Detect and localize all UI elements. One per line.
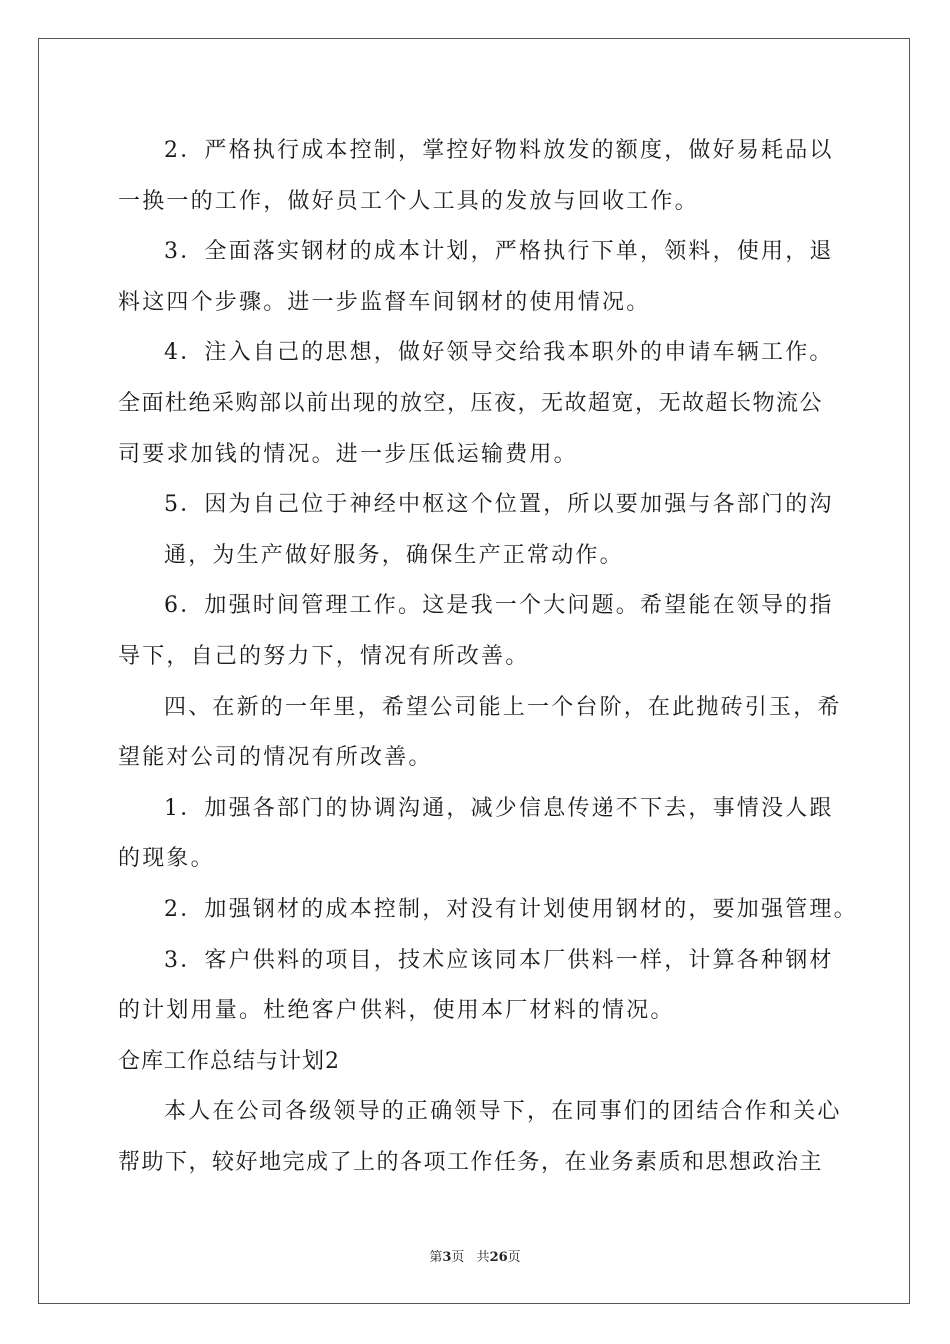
paragraph-line: 2．加强钢材的成本控制，对没有计划使用钢材的，要加强管理。 (164, 896, 858, 922)
paragraph-line: 5．因为自己位于神经中枢这个位置，所以要加强与各部门的沟 (164, 492, 834, 518)
paragraph-line: 料这四个步骤。进一步监督车间钢材的使用情况。 (118, 289, 651, 315)
paragraph-line: 导下，自己的努力下，情况有所改善。 (118, 643, 530, 669)
section-heading: 仓库工作总结与计划2 (118, 1048, 340, 1074)
paragraph-line: 全面杜绝采购部以前出现的放空，压夜，无故超宽，无故超长物流公 (118, 390, 824, 416)
paragraph-line: 四、在新的一年里，希望公司能上一个台阶，在此抛砖引玉，希 (164, 694, 842, 720)
paragraph-line: 1．加强各部门的协调沟通，减少信息传递不下去，事情没人跟 (164, 795, 834, 821)
paragraph-line: 的计划用量。杜绝客户供料，使用本厂材料的情况。 (118, 998, 675, 1024)
page-footer (0, 1246, 950, 1265)
paragraph-line: 的现象。 (118, 846, 215, 872)
page-prefix: 第 (429, 1250, 443, 1265)
paragraph-line: 2．严格执行成本控制，掌控好物料放发的额度，做好易耗品以 (164, 138, 834, 163)
paragraph-line: 6．加强时间管理工作。这是我一个大问题。希望能在领导的指 (164, 593, 834, 619)
total-pages: 26 (489, 1250, 508, 1265)
total-indicator (477, 1250, 521, 1265)
paragraph-line: 司要求加钱的情况。进一步压低运输费用。 (118, 441, 578, 467)
page-suffix: 页 (451, 1250, 465, 1265)
paragraph-line: 通，为生产做好服务，确保生产正常动作。 (164, 542, 624, 568)
total-prefix: 共 (476, 1250, 490, 1265)
page-number: 3 (442, 1250, 452, 1265)
paragraph-line: 本人在公司各级领导的正确领导下，在同事们的团结合作和关心 (164, 1099, 842, 1125)
document-body (118, 126, 858, 1188)
paragraph-line: 3．客户供料的项目，技术应该同本厂供料一样，计算各种钢材 (164, 947, 834, 973)
total-suffix: 页 (507, 1250, 521, 1265)
paragraph-line: 4．注入自己的思想，做好领导交给我本职外的申请车辆工作。 (164, 340, 834, 366)
paragraph-line: 帮助下，较好地完成了上的各项工作任务，在业务素质和思想政治主 (118, 1149, 824, 1175)
paragraph-line: 望能对公司的情况有所改善。 (118, 745, 433, 771)
paragraph-line: 3．全面落实钢材的成本计划，严格执行下单，领料，使用，退 (164, 239, 834, 265)
paragraph-line: 一换一的工作，做好员工个人工具的发放与回收工作。 (118, 188, 699, 214)
page-indicator (429, 1250, 464, 1265)
